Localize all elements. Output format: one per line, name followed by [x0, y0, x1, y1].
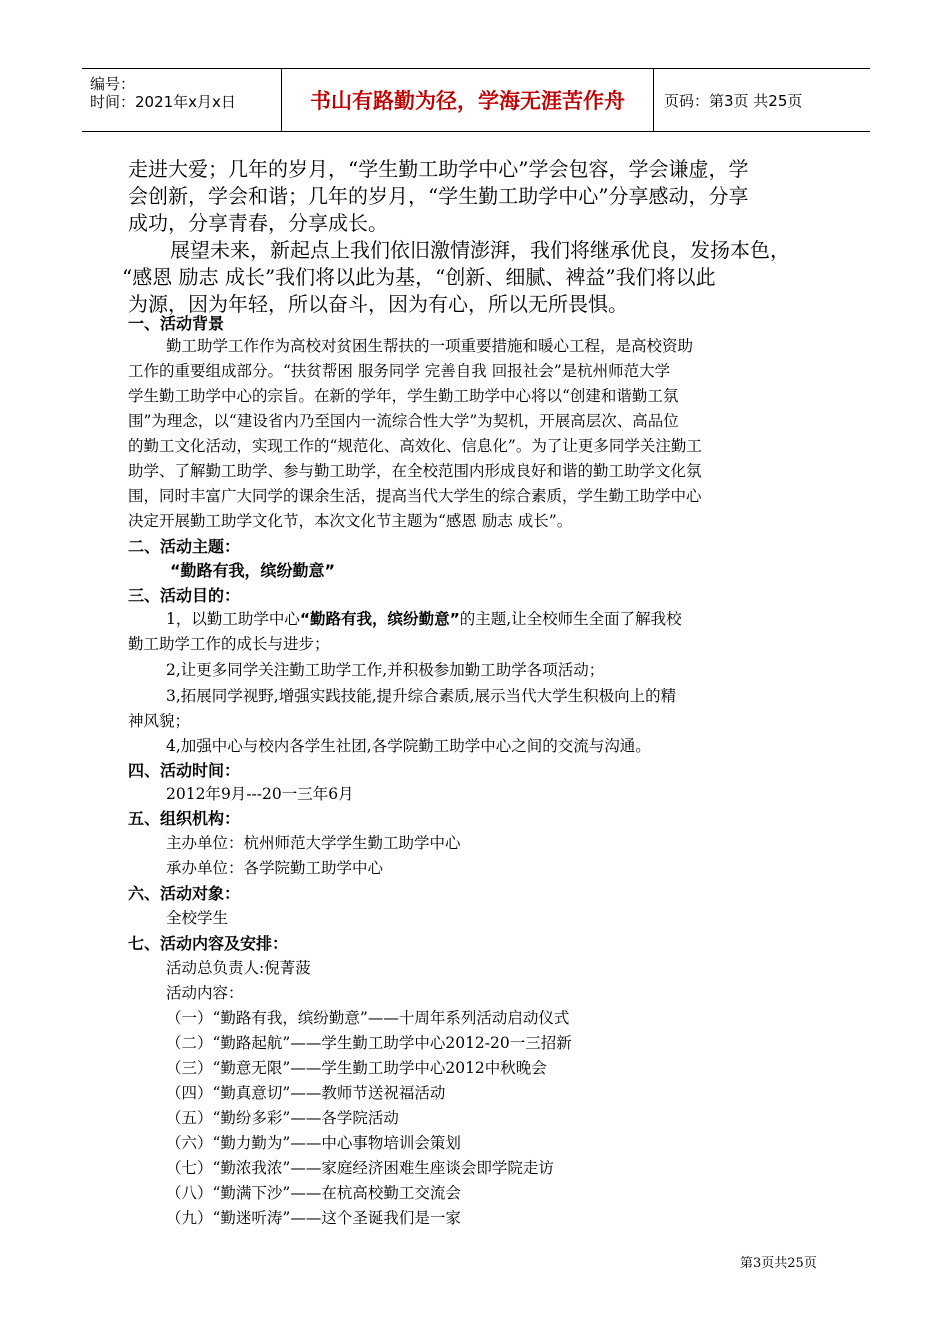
purpose-item-1-prefix: 1，以勤工助学中心 [166, 610, 300, 628]
header-motto: 书山有路勤为径，学海无涯苦作舟 [310, 89, 625, 113]
section-3-heading: 三、活动目的： [128, 586, 241, 605]
activity-item: （八）“勤满下沙”——在杭高校勤工交流会 [166, 1184, 461, 1202]
section-1-line: 勤工助学工作作为高校对贫困生帮扶的一项重要措施和暖心工程，是高校资助 [166, 337, 694, 355]
purpose-item-2: 2,让更多同学关注勤工助学工作,并积极参加勤工助学各项活动； [166, 661, 605, 679]
purpose-item-1-cont: 勤工助学工作的成长与进步； [128, 635, 330, 653]
purpose-item-3-cont: 神风貌； [128, 712, 191, 730]
section-1-line: 围”为理念，以“建设省内乃至国内一流综合性大学”为契机，开展高层次、高品位 [128, 412, 679, 430]
intro-line-1: 走进大爱；几年的岁月，“学生勤工助学中心”学会包容，学会谦虚，学 [128, 157, 749, 181]
purpose-item-4: 4,加强中心与校内各学生社团,各学院勤工助学中心之间的交流与沟通。 [166, 737, 651, 755]
section-1-line: 助学、了解勤工助学、参与勤工助学，在全校范围内形成良好和谐的勤工助学文化氛 [128, 462, 702, 480]
section-1-line: 决定开展勤工助学文化节，本次文化节主题为“感恩 励志 成长”。 [128, 512, 573, 530]
header-page-number: 页码：第3页 共25页 [664, 91, 803, 110]
section-1-line: 围，同时丰富广大同学的课余生活，提高当代大学生的综合素质，学生勤工助学中心 [128, 487, 702, 505]
section-1-line: 的勤工文化活动，实现工作的“规范化、高效化、信息化”。为了让更多同学关注勤工 [128, 437, 702, 455]
section-5-heading: 五、组织机构： [128, 809, 241, 828]
section-1-line: 工作的重要组成部分。“扶贫帮困 服务同学 完善自我 回报社会”是杭州师范大学 [128, 362, 671, 380]
intro-line-6: 为源，因为年轻，所以奋斗，因为有心，所以无所畏惧。 [128, 292, 628, 316]
purpose-item-1-theme: “勤路有我，缤纷勤意” [299, 610, 460, 628]
purpose-item-3: 3,拓展同学视野,增强实践技能,提升综合素质,展示当代大学生积极向上的精 [166, 687, 677, 705]
activity-theme: “勤路有我，缤纷勤意” [170, 561, 336, 580]
organizer-unit: 承办单位：各学院勤工助学中心 [166, 859, 384, 877]
intro-line-4: 展望未来，新起点上我们依旧激情澎湃，我们将继承优良，发扬本色， [170, 238, 790, 262]
activity-target: 全校学生 [166, 909, 229, 927]
activity-item: （三）“勤意无限”——学生勤工助学中心2012中秋晚会 [166, 1059, 547, 1077]
activity-time: 2012年9月---20一三年6月 [166, 785, 354, 803]
header-meta [82, 69, 282, 131]
activity-item: （七）“勤浓我浓”——家庭经济困难生座谈会即学院走访 [166, 1159, 554, 1177]
activity-item: （二）“勤路起航”——学生勤工助学中心2012-20一三招新 [166, 1034, 572, 1052]
header-motto-cell [282, 69, 654, 131]
section-6-heading: 六、活动对象： [128, 884, 241, 903]
activity-item: （四）“勤真意切”——教师节送祝福活动 [166, 1084, 446, 1102]
document-date-label: 时间：2021年x月x日 [90, 93, 236, 111]
activity-content-label: 活动内容： [166, 984, 244, 1002]
activity-item: （一）“勤路有我，缤纷勤意”——十周年系列活动启动仪式 [166, 1009, 570, 1027]
section-1-heading: 一、活动背景 [128, 314, 225, 333]
footer-page-number: 第3页共25页 [740, 1256, 817, 1271]
activity-item: （九）“勤迷听涛”——这个圣诞我们是一家 [166, 1209, 461, 1227]
page-header [82, 68, 870, 132]
purpose-item-1 [166, 607, 866, 629]
activity-item: （五）“勤纷多彩”——各学院活动 [166, 1109, 399, 1127]
document-number-label: 编号： [90, 75, 136, 93]
section-7-heading: 七、活动内容及安排： [128, 934, 289, 953]
section-1-line: 学生勤工助学中心的宗旨。在新的学年，学生勤工助学中心将以“创建和谐勤工氛 [128, 387, 679, 405]
header-page-cell [654, 69, 870, 131]
section-2-heading: 二、活动主题： [128, 537, 241, 556]
section-4-heading: 四、活动时间： [128, 761, 241, 780]
intro-line-5: “感恩 励志 成长”我们将以此为基，“创新、细腻、裨益”我们将以此 [122, 265, 716, 289]
activity-item: （六）“勤力勤为”——中心事物培训会策划 [166, 1134, 461, 1152]
purpose-item-1-suffix: 的主题,让全校师生全面了解我校 [459, 610, 682, 628]
intro-line-3: 成功，分享青春，分享成长。 [128, 211, 388, 235]
activity-lead: 活动总负责人:倪菁菠 [166, 959, 311, 977]
intro-line-2: 会创新，学会和谐；几年的岁月，“学生勤工助学中心”分享感动，分享 [128, 184, 749, 208]
host-unit: 主办单位：杭州师范大学学生勤工助学中心 [166, 834, 461, 852]
